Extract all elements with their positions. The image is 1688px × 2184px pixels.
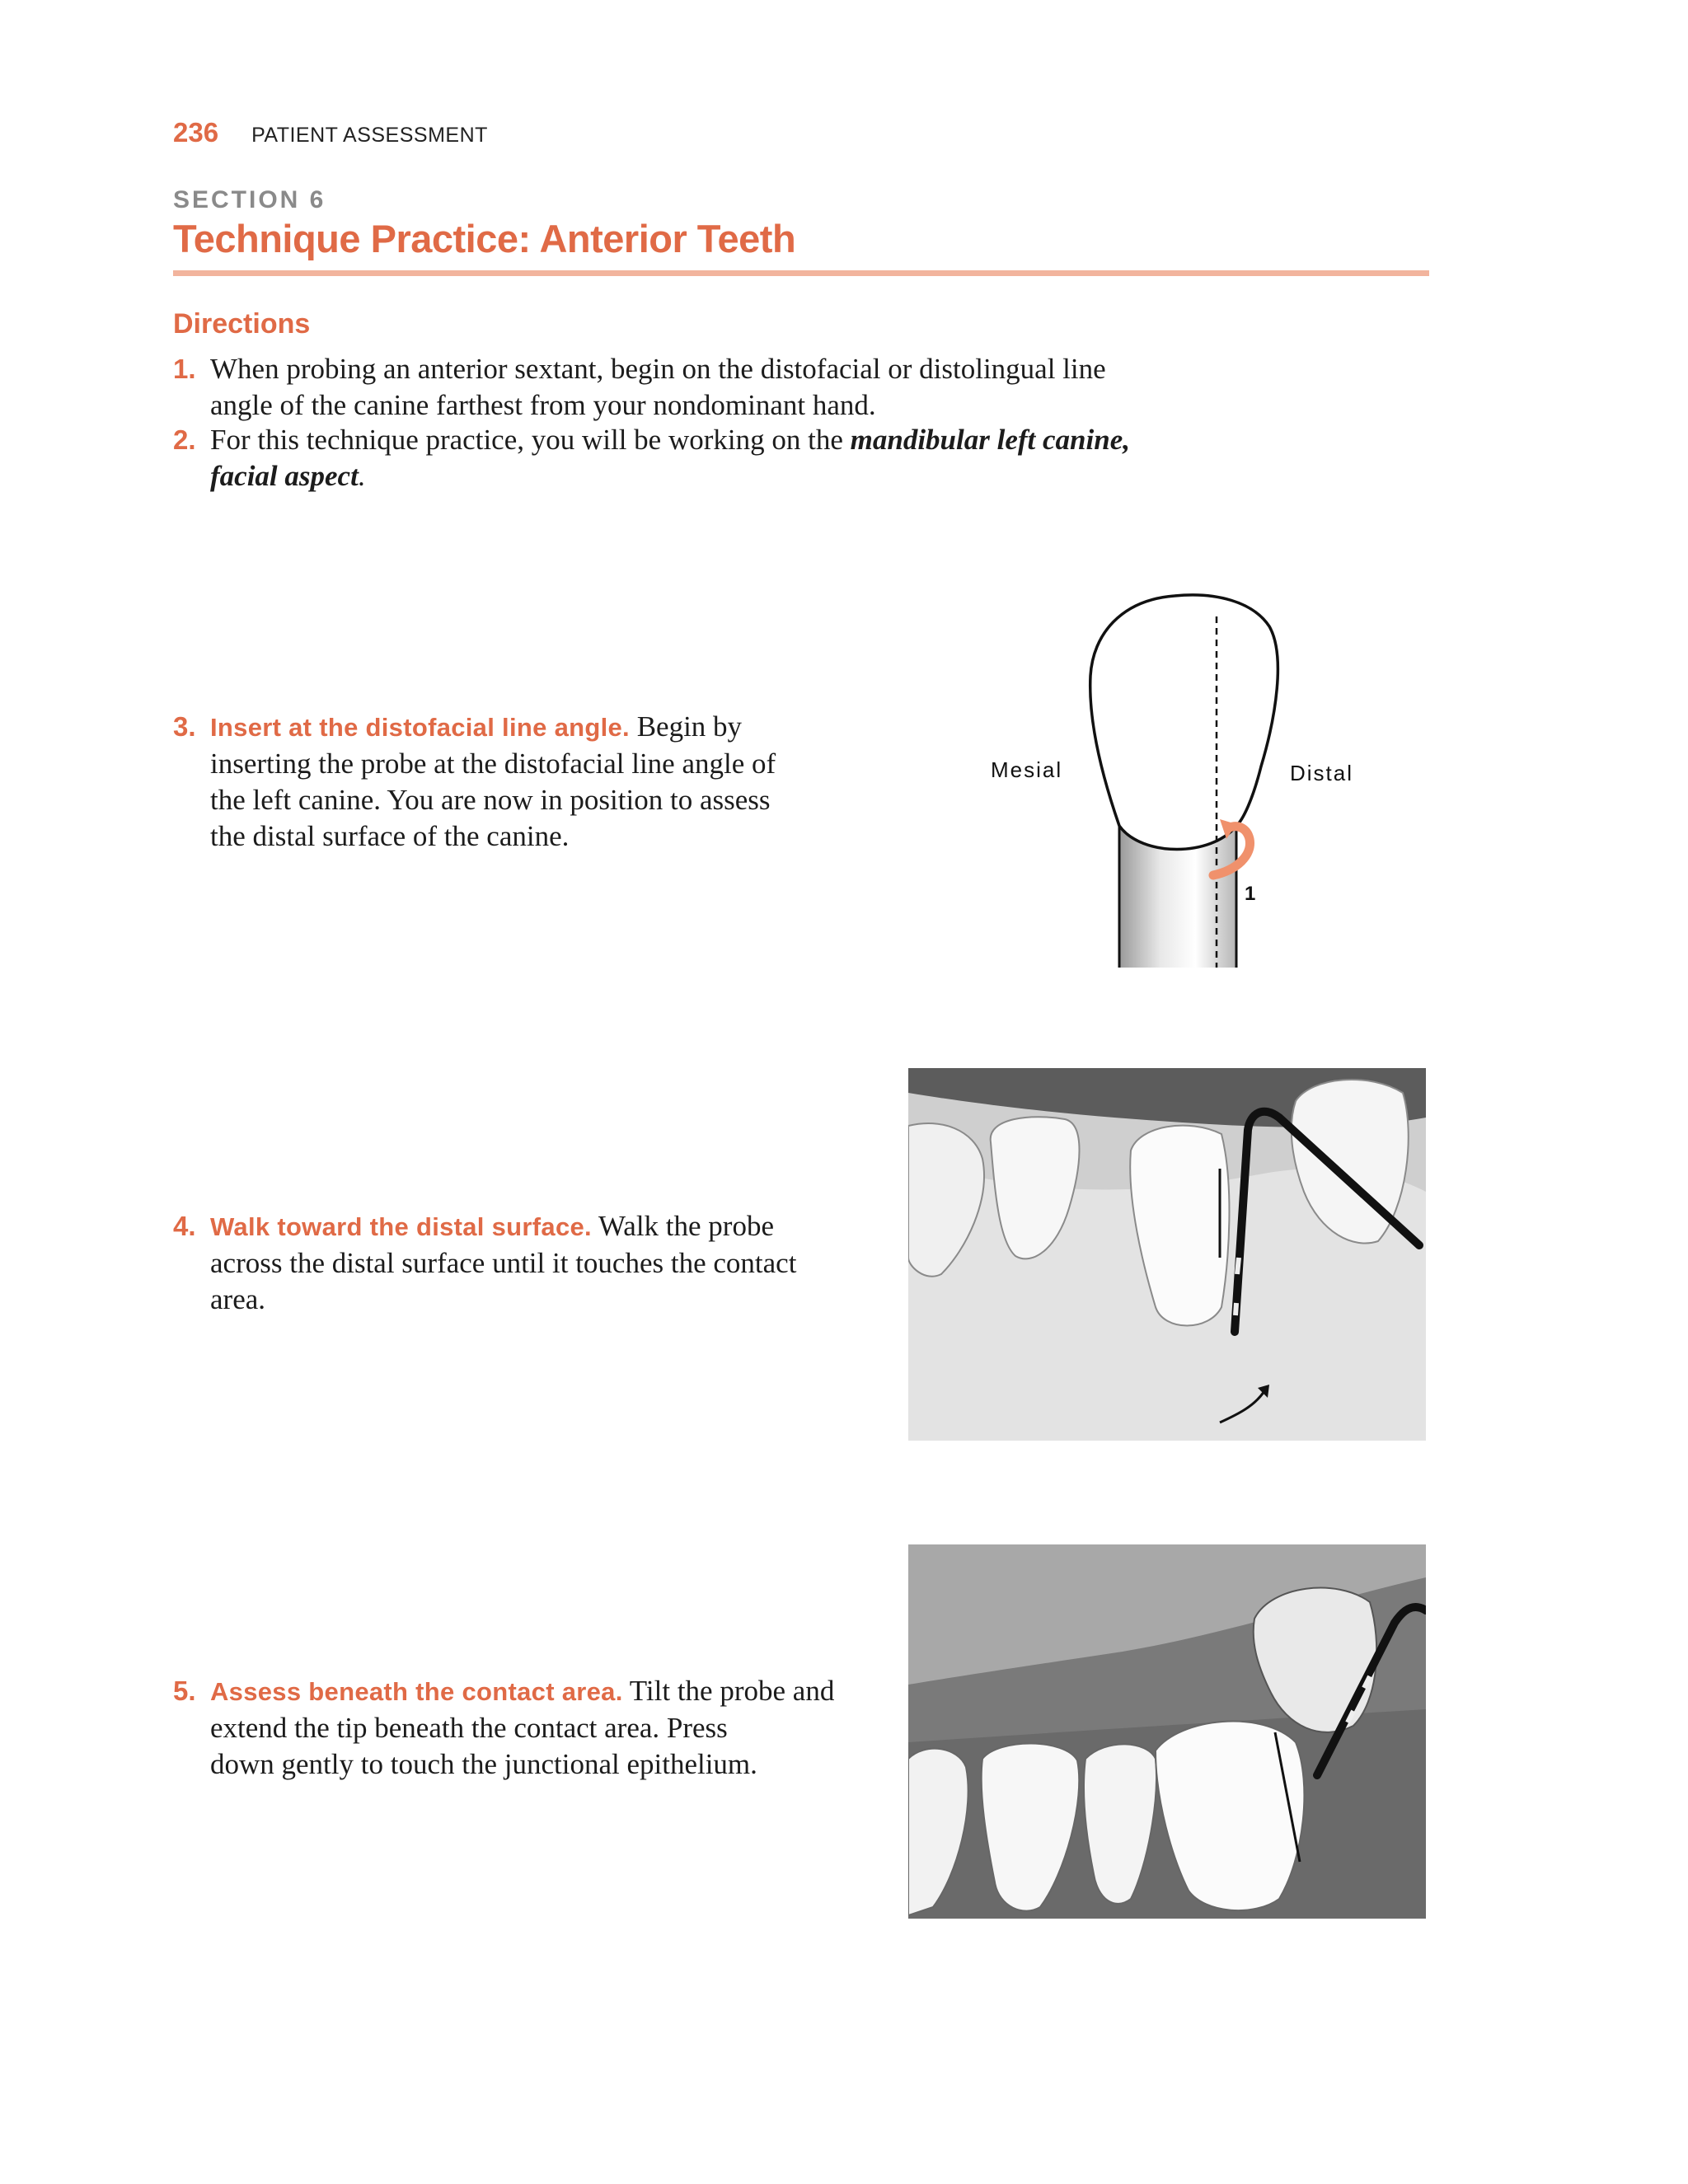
step-line: the left canine. You are now in position to assess xyxy=(210,784,771,816)
probe-walking-photo xyxy=(908,1068,1426,1441)
running-head xyxy=(173,117,488,148)
step-number: 5. xyxy=(173,1675,196,1706)
step-text xyxy=(210,351,1106,424)
tooth-diagram xyxy=(964,577,1426,981)
step-line: across the distal surface until it touches the contact xyxy=(210,1247,797,1279)
running-title: PATIENT ASSESSMENT xyxy=(251,124,488,147)
step-number: 1. xyxy=(173,354,196,384)
step-line: inserting the probe at the distofacial line angle of xyxy=(210,748,776,780)
step-line: extend the tip beneath the contact area. Press xyxy=(210,1712,728,1744)
page-number: 236 xyxy=(173,117,219,148)
step-line: Begin by xyxy=(629,710,743,743)
step-lead: Walk toward the distal surface. xyxy=(210,1212,592,1241)
step-number: 3. xyxy=(173,711,196,742)
step-line: down gently to touch the junctional epithelium. xyxy=(210,1748,757,1780)
step-lead: Insert at the distofacial line angle. xyxy=(210,713,630,742)
step-text xyxy=(210,709,776,855)
step-line: angle of the canine farthest from your nondominant hand. xyxy=(210,389,876,421)
step-period: . xyxy=(358,460,366,492)
section-title: Technique Practice: Anterior Teeth xyxy=(173,217,796,260)
step-text xyxy=(210,422,1130,494)
step-line: Tilt the probe and xyxy=(622,1675,835,1707)
step-line: the distal surface of the canine. xyxy=(210,820,570,852)
callout-number: 1 xyxy=(1245,883,1256,905)
section-label: SECTION 6 xyxy=(173,186,326,213)
distal-label: Distal xyxy=(1290,761,1354,785)
mesial-label: Mesial xyxy=(991,757,1063,782)
step-line: area. xyxy=(210,1283,266,1315)
step-number: 4. xyxy=(173,1211,196,1241)
step-text xyxy=(210,1673,834,1783)
step-lead: Assess beneath the contact area. xyxy=(210,1677,623,1706)
step-number: 2. xyxy=(173,424,196,455)
title-rule xyxy=(173,270,1429,276)
emphasis-aspect: facial aspect xyxy=(210,460,359,492)
directions-heading: Directions xyxy=(173,308,311,340)
step-line: For this technique practice, you will be working on the xyxy=(210,424,851,456)
step-text xyxy=(210,1208,796,1318)
step-line: Walk the probe xyxy=(591,1210,774,1242)
beneath-contact-photo xyxy=(908,1544,1426,1919)
step-line: When probing an anterior sextant, begin on the distofacial or distolingual line xyxy=(210,353,1106,385)
emphasis-canine: mandibular left canine, xyxy=(850,424,1130,456)
tooth-crown xyxy=(1090,595,1278,850)
